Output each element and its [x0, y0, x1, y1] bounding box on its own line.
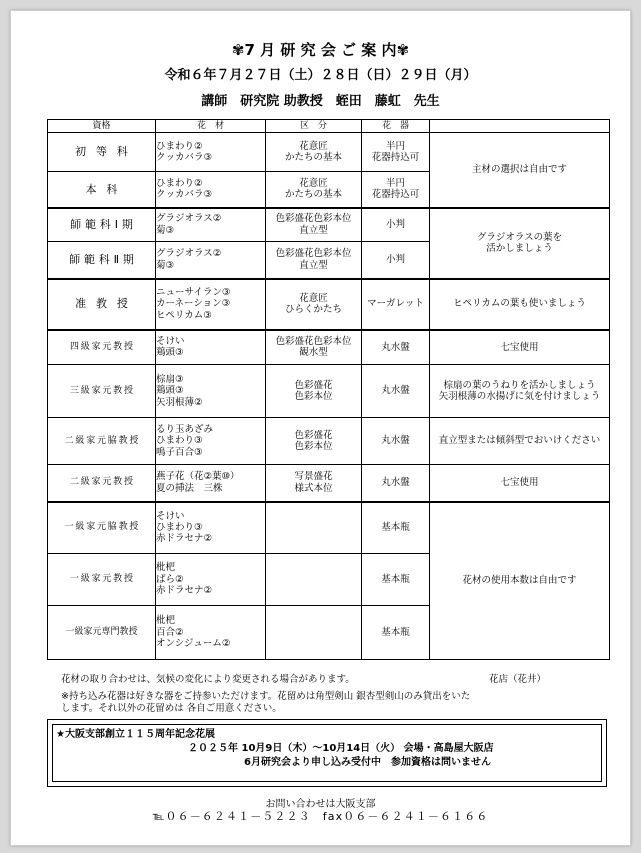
vessel-note-line-2: します。それ以外の花留めは 各自ご用意ください。	[61, 703, 282, 715]
rank-cell	[48, 279, 156, 330]
material-item: クッカバラ③	[156, 189, 213, 201]
material-item: ヒペリカム③	[156, 309, 212, 321]
vessel-line: 丸水盤	[381, 477, 410, 489]
table-row	[48, 330, 610, 365]
note-cell	[430, 465, 610, 502]
rank-label: 師範科Ⅰ期	[70, 218, 137, 232]
flower-shop: 花店（花井）	[489, 674, 547, 685]
vessel-cell	[362, 133, 430, 172]
rank-cell	[48, 330, 156, 365]
note-text: グラジオラスの葉を 活かしましょう	[476, 231, 563, 254]
rank-label: 准教授	[75, 297, 138, 311]
note-text: 七宝使用	[500, 477, 539, 489]
category-cell	[266, 279, 362, 330]
note-cell	[430, 208, 610, 279]
note-text: ヒペリカムの葉も使いましょう	[453, 298, 586, 310]
contact-numbers: ℡０６－６２４１－５２２３ fax０６－６２４１－６１６６	[152, 810, 489, 823]
vessel-line: 花器持込可	[371, 189, 420, 201]
material-item: そけい	[156, 510, 185, 522]
vessel-line: 丸水盤	[381, 435, 410, 447]
contact-heading: お問い合わせは大阪支部	[265, 799, 376, 810]
vessel-cell	[362, 279, 430, 330]
vessel-cell	[362, 606, 430, 660]
table-row	[48, 465, 610, 502]
note-cell	[430, 502, 610, 660]
vessel-cell	[362, 242, 430, 279]
table-row	[48, 365, 610, 418]
header-category: 区 分	[266, 120, 362, 133]
material-item: 鳴子百合③	[156, 446, 203, 458]
material-item: 鶏頭③	[156, 385, 184, 397]
material-item: オンシジューム②	[156, 638, 231, 650]
vessel-cell	[362, 465, 430, 502]
rank-cell	[48, 606, 156, 660]
rank-label: 一級家元専門教授	[65, 627, 138, 638]
note-text: 七宝使用	[500, 341, 539, 353]
announcement-box	[47, 719, 607, 787]
rank-cell	[48, 208, 156, 242]
category-line: 写景盛花	[294, 471, 333, 483]
materials-cell	[156, 133, 266, 172]
table-row	[48, 279, 610, 330]
note-text: 花材の使用本数は自由です	[462, 575, 577, 587]
material-item: 枇杷	[156, 562, 176, 574]
vessel-line: 基本瓶	[381, 626, 410, 638]
category-line: 色彩盛花色彩本位	[275, 248, 352, 260]
category-cell	[266, 554, 362, 606]
rank-label: 一級家元脇教授	[64, 522, 141, 533]
material-item: 菊③	[156, 259, 175, 271]
rank-label: 三級家元教授	[69, 385, 135, 396]
material-item: 赤ドラセナ②	[156, 533, 213, 545]
category-line: 観水型	[299, 347, 328, 359]
vessel-line: 基本瓶	[381, 522, 410, 534]
category-line: 様式本位	[294, 482, 333, 494]
materials-cell	[156, 465, 266, 502]
table-row	[48, 133, 610, 172]
material-item: クッカバラ③	[156, 152, 213, 163]
vessel-note	[61, 691, 470, 716]
material-item: ひまわり②	[156, 140, 203, 152]
rank-cell	[48, 133, 156, 172]
material-item: ひまわり③	[156, 435, 203, 447]
materials-cell	[156, 554, 266, 606]
rank-cell	[48, 242, 156, 279]
materials-cell	[156, 418, 266, 465]
material-item: ニューサイラン③	[156, 286, 231, 298]
category-cell	[266, 208, 362, 242]
table-header-row	[48, 120, 610, 133]
vessel-note-line-1: ※持ち込み花器は好きな器をご持参いただけます。花留めは角型剣山 銀杏型剣山のみ貸出をいた	[61, 691, 471, 702]
category-cell	[266, 172, 362, 208]
rank-label: 一級家元教授	[69, 574, 135, 585]
category-cell	[266, 465, 362, 502]
vessel-line: 半円	[385, 140, 405, 152]
schedule-table	[47, 119, 610, 660]
category-cell	[266, 606, 362, 660]
note-cell	[430, 330, 610, 365]
exhibition-registration: 6月研究会より申し込み受付中 参加資格は問いません	[244, 757, 491, 768]
header-materials: 花 材	[156, 120, 266, 133]
material-item: ひまわり②	[156, 177, 203, 189]
vessel-cell	[362, 330, 430, 365]
category-line: 色彩盛花	[294, 429, 333, 441]
rank-cell	[48, 502, 156, 554]
vessel-cell	[362, 418, 430, 465]
document-page	[10, 10, 631, 846]
vessel-line: 花器持込可	[371, 152, 420, 163]
rank-cell	[48, 465, 156, 502]
note-cell	[430, 365, 610, 418]
category-cell	[266, 242, 362, 279]
exhibition-dates: ２０２５年 10月9日（木）～10月14日（火） 会場・高島屋大阪店	[188, 743, 494, 754]
category-line: かたちの基本	[284, 152, 342, 163]
category-cell	[266, 330, 362, 365]
vessel-line: 丸水盤	[381, 385, 410, 397]
vessel-line: 小判	[385, 254, 405, 266]
material-item: ばら②	[156, 573, 184, 585]
rank-cell	[48, 365, 156, 418]
note-text: 主材の選択は自由です	[471, 164, 567, 176]
category-cell	[266, 502, 362, 554]
category-line: 色彩盛花	[294, 379, 333, 391]
material-item: 棕扇③	[156, 373, 184, 385]
rank-cell	[48, 172, 156, 208]
rank-cell	[48, 418, 156, 465]
table-row	[48, 502, 610, 554]
header-notes	[430, 120, 610, 133]
category-line: 色彩本位	[294, 441, 333, 452]
material-item: グラジオラス②	[156, 213, 222, 225]
note-cell	[430, 279, 610, 330]
material-item: グラジオラス②	[156, 248, 222, 260]
rank-label: 二級家元脇教授	[64, 435, 141, 446]
material-item: カーネーション③	[156, 298, 231, 310]
materials-cell	[156, 502, 266, 554]
vessel-cell	[362, 208, 430, 242]
rank-label: 四級家元教授	[69, 341, 135, 352]
vessel-cell	[362, 365, 430, 418]
table-row	[48, 418, 610, 465]
vessel-line: 半円	[385, 177, 405, 189]
vessel-line: 基本瓶	[381, 573, 410, 585]
instructor-line: 講師 研究院 助教授 蛭田 藤虹 先生	[201, 94, 440, 109]
materials-cell	[156, 365, 266, 418]
vessel-line: 小判	[385, 219, 405, 231]
category-line: 花意匠	[299, 177, 328, 189]
vessel-cell	[362, 554, 430, 606]
category-line: かたちの基本	[284, 189, 342, 201]
material-item: るり玉あざみ	[156, 423, 214, 435]
page-title: ✾7 月 研 究 会 ご 案 内✾	[231, 41, 410, 59]
vessel-cell	[362, 172, 430, 208]
vessel-line: 丸水盤	[381, 341, 410, 353]
material-change-note: 花材の取り合わせは、気候の変化により変更される場合があります。	[61, 674, 355, 685]
material-item: 燕子花（花②葉⑩）	[156, 471, 240, 483]
category-line: 色彩盛花色彩本位	[275, 213, 352, 225]
materials-cell	[156, 330, 266, 365]
material-item: 百合②	[156, 626, 184, 638]
material-item: 矢羽根薄②	[156, 396, 203, 408]
category-line: 直立型	[299, 259, 328, 271]
materials-cell	[156, 242, 266, 279]
rank-label: 師範科Ⅱ期	[69, 253, 138, 267]
table-row	[48, 208, 610, 242]
category-cell	[266, 365, 362, 418]
material-item: 鶏頭③	[156, 347, 184, 359]
material-item: 赤ドラセナ②	[156, 585, 213, 597]
category-line: 花意匠	[299, 292, 328, 304]
materials-cell	[156, 172, 266, 208]
session-dates: 令和６年７月２７日（土）２８日（日）２９日（月）	[164, 68, 477, 83]
materials-cell	[156, 279, 266, 330]
material-item: 枇杷	[156, 615, 176, 627]
note-text: 棕扇の葉のうねりを活かしましょう 矢羽根薄の水揚げに気を付けましょう	[438, 379, 601, 402]
category-cell	[266, 133, 362, 172]
category-line: 色彩本位	[294, 391, 333, 402]
materials-cell	[156, 606, 266, 660]
rank-label: 本科	[85, 182, 128, 196]
header-vessel: 花 器	[362, 120, 430, 133]
category-line: 色彩盛花色彩本位	[275, 335, 352, 347]
rank-label: 二級家元教授	[69, 477, 135, 488]
rank-label: 初等科	[75, 145, 138, 159]
material-item: 菊③	[156, 224, 175, 236]
note-cell	[430, 133, 610, 208]
materials-cell	[156, 208, 266, 242]
material-item: そけい	[156, 335, 185, 347]
vessel-cell	[362, 502, 430, 554]
vessel-line: マーガレット	[367, 298, 424, 310]
category-line: 直立型	[299, 224, 328, 236]
category-line: ひらくかたち	[284, 304, 342, 315]
exhibition-title: ★大阪支部創立１１５周年記念花展	[56, 729, 215, 740]
note-cell	[430, 418, 610, 465]
material-item: 夏の挿法 三株	[156, 482, 223, 494]
material-item: ひまわり③	[156, 522, 203, 534]
category-line: 花意匠	[299, 140, 328, 152]
header-rank: 資格	[48, 120, 156, 133]
category-cell	[266, 418, 362, 465]
note-text: 直立型または傾斜型でおいけください	[438, 435, 601, 447]
rank-cell	[48, 554, 156, 606]
